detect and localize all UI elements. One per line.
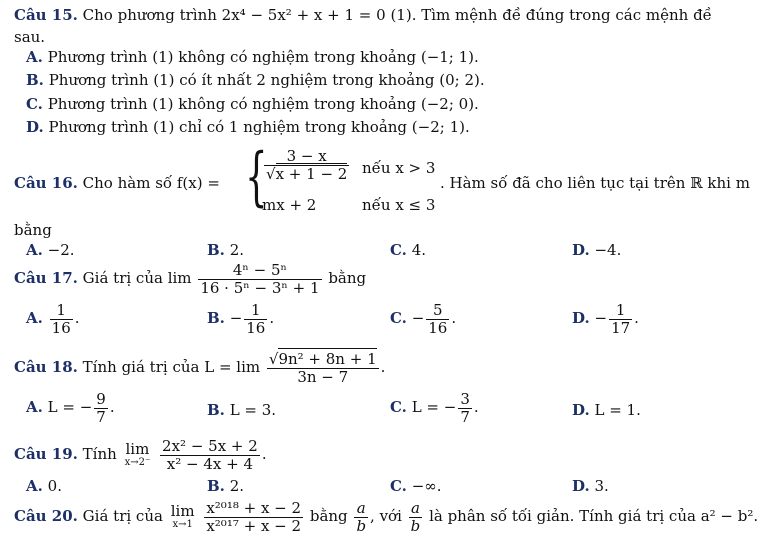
q16-tail2: bằng <box>14 221 52 239</box>
q16-case2-cond: nếu x ≤ 3 <box>362 196 436 214</box>
q17-option-a: A. $\frac{1}{16}$ . <box>26 301 80 337</box>
q17-option-c: C. − $\frac{5}{16}$ . <box>390 301 457 337</box>
q15-option-c: C. Phương trình (1) không có nghiệm trong khoảng (−2; 0). <box>26 95 479 113</box>
q16-stem: Câu 16. Cho hàm số f(x) = <box>14 174 220 192</box>
q19-option-c: C. −∞. <box>390 477 442 495</box>
q16-brace: { <box>245 140 268 214</box>
q19-fraction: $\frac{\text{2x² − 5x + 2}}{\text{x² − 4x + 4}}$ <box>162 437 258 473</box>
q16-option-d: D. −4. <box>572 241 622 259</box>
q16-tail: . Hàm số đã cho liên tục tại trên ℝ khi m <box>440 174 750 192</box>
q18-option-c: C. L = − $\frac{3}{7}$ . <box>390 390 479 426</box>
q18-option-a: A. L = − $\frac{9}{7}$ . <box>26 390 115 426</box>
q16-option-a: A. −2. <box>26 241 75 259</box>
q15-line1 <box>14 7 712 24</box>
q16-option-b: B. 2. <box>207 241 244 259</box>
q20-stem: Câu 20. Giá trị của lim x→1 $\frac{\text{x²⁰¹⁸ + x − 2}}{\text{x²⁰¹⁷ + x − 2}}$ bằng $\frac{a}{b}$ , với $\frac{a}{b}$ là phân số tối giản. Tính giá trị của a² − b². <box>14 499 759 535</box>
q16-case2-expr: mx + 2 <box>262 196 317 214</box>
q16-option-c: C. 4. <box>390 241 426 259</box>
q20-fraction: $\frac{\text{x²⁰¹⁸ + x − 2}}{\text{x²⁰¹⁷ + x − 2}}$ <box>206 499 302 535</box>
q16-case1-cond: nếu x > 3 <box>362 159 436 177</box>
q15-option-a: A. Phương trình (1) không có nghiệm trong khoảng (−1; 1). <box>26 48 479 66</box>
q15-line2: sau. <box>14 28 46 46</box>
q15-label: Câu 15. <box>14 6 78 24</box>
q19-option-b: B. 2. <box>207 477 244 495</box>
q17-option-d: D. − $\frac{1}{17}$ . <box>572 301 639 337</box>
q15-option-b: B. Phương trình (1) có ít nhất 2 nghiệm trong khoảng (0; 2). <box>26 71 485 89</box>
q17-fraction: $\frac{\text{4ⁿ − 5ⁿ}}{\text{16 · 5ⁿ − 3ⁿ + 1}}$ <box>200 261 320 297</box>
q15-stem: Cho phương trình 2x⁴ − 5x² + x + 1 = 0 (1). Tìm mệnh đề đúng trong các mệnh đề <box>82 6 712 24</box>
q17-stem: Câu 17. Giá trị của lim $\frac{\text{4ⁿ − 5ⁿ}}{\text{16 · 5ⁿ − 3ⁿ + 1}}$ bằng <box>14 261 367 297</box>
q16-label: Câu 16. <box>14 174 78 192</box>
q19-stem: Câu 19. Tính lim x→2⁻ $\frac{\text{2x² − 5x + 2}}{\text{x² − 4x + 4}}$ . <box>14 437 267 473</box>
q16-case1-expr: $\frac{3 - x}{√x + 1 - 2}$ <box>266 147 348 183</box>
q18-option-b: B. L = 3. <box>207 401 277 419</box>
q17-option-b: B. − $\frac{1}{16}$ . <box>207 301 275 337</box>
q19-option-d: D. 3. <box>572 477 609 495</box>
q15-option-d: D. Phương trình (1) chỉ có 1 nghiệm trong khoảng (−2; 1). <box>26 118 470 136</box>
q19-option-a: A. 0. <box>26 477 62 495</box>
q18-option-d: D. L = 1. <box>572 401 641 419</box>
q18-stem: Câu 18. Tính giá trị của L = lim $\frac{\text{√9n² + 8n + 1}}{3n - 7}$ . <box>14 350 386 386</box>
q18-fraction: $\frac{\text{√9n² + 8n + 1}}{3n - 7}$ <box>268 350 377 386</box>
